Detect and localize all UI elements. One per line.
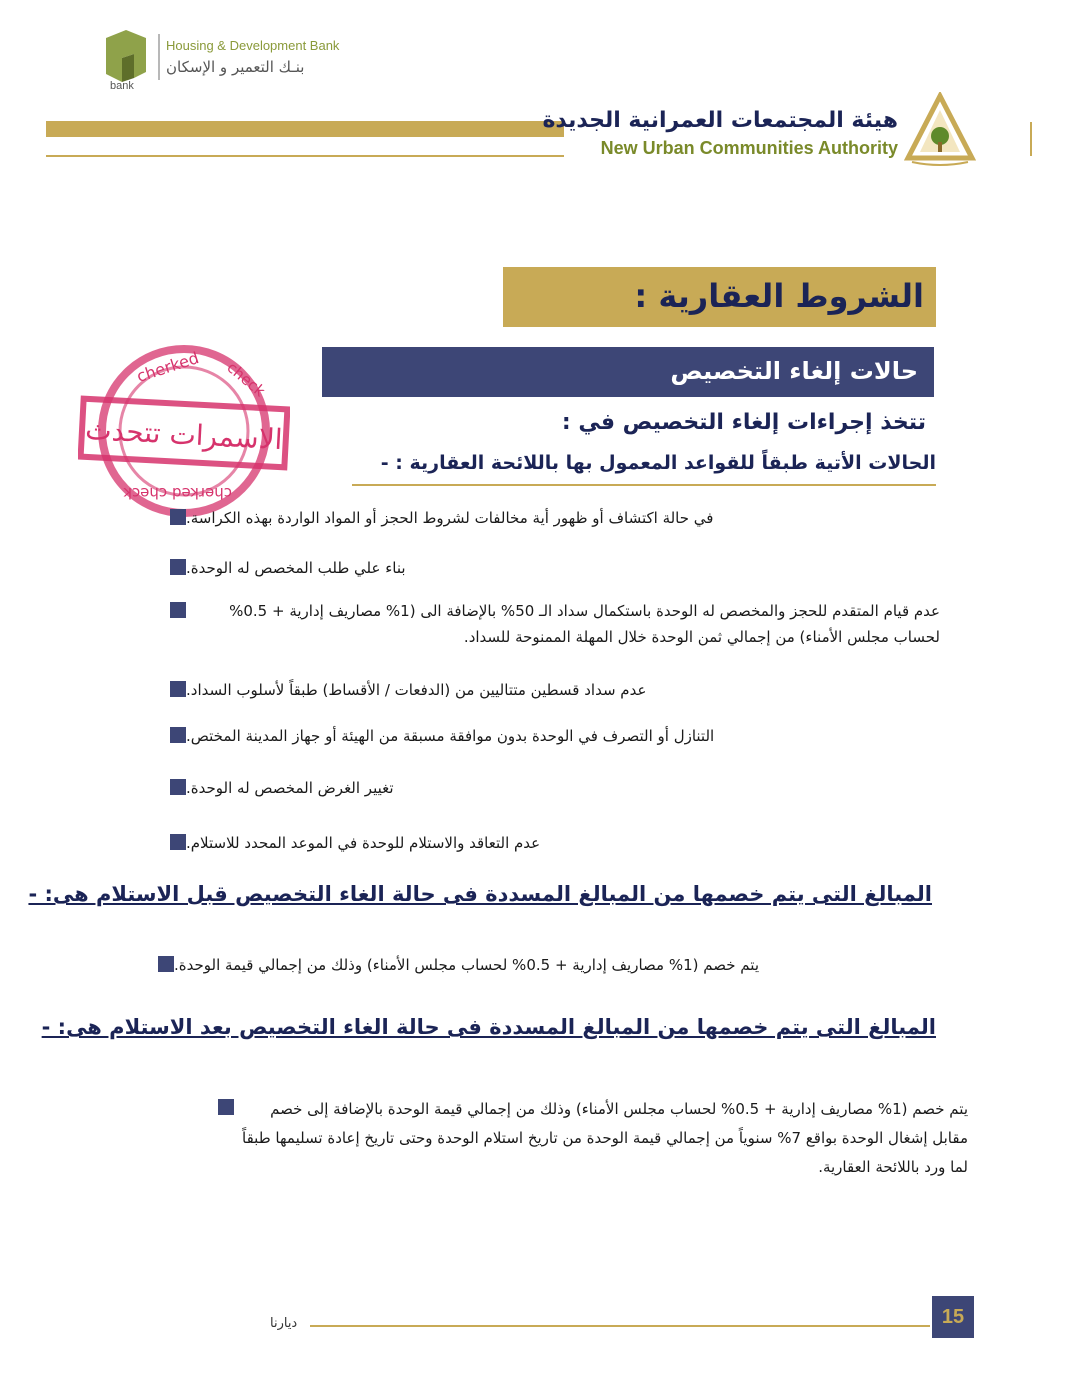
footer-brand: ديارنا: [270, 1316, 298, 1331]
bank-tag: bank: [110, 80, 134, 92]
before-handover-text: يتم خصم (1% مصاريف إدارية + 0.5% لحساب مجلس الأمناء) وذلك من إجمالي قيمة الوحدة.: [174, 956, 759, 974]
bullet-square-icon: [218, 1099, 234, 1115]
intro-line-1: تتخذ إجراءات إلغاء التخصيص في :: [561, 410, 926, 435]
case-text: بناء علي طلب المخصص له الوحدة.: [186, 559, 406, 577]
case-text: عدم قيام المتقدم للحجز والمخصص له الوحدة باستكمال سداد الـ 50% بالإضافة الى (1% مصاريف إدارية + 0.5% لحساب مجلس الأمناء) من إجمالي ثمن الوحدة خلال المهلة الممنوحة للسداد.: [229, 602, 940, 646]
bank-logo: [100, 28, 360, 92]
case-item: [160, 505, 940, 531]
nuca-logo-icon: [904, 92, 976, 168]
section-title: حالات إلغاء التخصيص: [670, 357, 918, 385]
bank-name-en: Housing & Development Bank: [166, 38, 340, 53]
approval-stamp: [78, 336, 290, 526]
after-handover-heading: المبالغ التى يتم خصمها من المبالغ المسددة فى حالة الغاء التخصيص بعد الاستلام هى: -: [41, 1015, 936, 1039]
page-number: 15: [932, 1296, 974, 1338]
section-title-banner: [322, 347, 934, 397]
bullet-square-icon: [170, 602, 186, 618]
case-text: التنازل أو التصرف في الوحدة بدون موافقة مسبقة من الهيئة أو جهاز المدينة المختص.: [186, 727, 715, 745]
edge-mark: [1030, 122, 1032, 156]
stamp-ring-top: cherked: [134, 348, 202, 386]
case-item: [160, 677, 940, 703]
authority-name-ar: هيئة المجتمعات العمرانية الجديدة: [542, 108, 898, 133]
stamp-text: الاسمرات تتحدث: [84, 412, 284, 457]
bullet-square-icon: [170, 559, 186, 575]
bullet-square-icon: [170, 779, 186, 795]
before-handover-item: [148, 952, 968, 978]
footer-line: [310, 1325, 930, 1327]
intro-line-2: الحالات الأتية طبقاً للقواعد المعمول بها باللائحة العقارية : -: [380, 452, 936, 474]
bank-name-ar: بنـك التعمير و الإسكان: [166, 58, 305, 76]
bullet-square-icon: [170, 727, 186, 743]
header-gold-bar: [46, 121, 564, 137]
page-title-banner: [503, 267, 936, 327]
case-item: [160, 598, 940, 650]
case-item: [160, 775, 940, 801]
stamp-ring-right: check: [223, 358, 269, 401]
hdb-logo-icon: [100, 28, 152, 86]
case-item: [160, 830, 940, 856]
bullet-square-icon: [158, 956, 174, 972]
bullet-square-icon: [170, 834, 186, 850]
case-text: عدم سداد قسطين متتاليين من (الدفعات / الأقساط) طبقاً لأسلوب السداد.: [186, 681, 647, 699]
page-title: الشروط العقارية :: [634, 277, 924, 315]
bullet-square-icon: [170, 509, 186, 525]
header-gold-line: [46, 155, 564, 157]
authority-name-en: New Urban Communities Authority: [600, 138, 898, 158]
after-handover-text: يتم خصم (1% مصاريف إدارية + 0.5% لحساب مجلس الأمناء) وذلك من إجمالي قيمة الوحدة بالإضافة إلى خصم مقابل إشغال الوحدة بواقع 7% سنوياً من إجمالي قيمة الوحدة من تاريخ استلام الوحدة وحتى تاريخ إعادة تسليمها طبقاً لما ورد باللائحة العقارية.: [242, 1100, 968, 1176]
case-item: [160, 723, 940, 749]
intro-underline: [352, 484, 936, 486]
case-text: عدم التعاقد والاستلام للوحدة في الموعد المحدد للاستلام.: [186, 834, 541, 852]
logo-separator: [158, 34, 160, 80]
case-text: تغيير الغرض المخصص له الوحدة.: [186, 779, 394, 797]
case-item: [160, 555, 940, 581]
stamp-ring-bottom: cherked check: [123, 484, 232, 502]
before-handover-heading: المبالغ التى يتم خصمها من المبالغ المسددة فى حالة الغاء التخصيص قبل الاستلام هى: -: [28, 882, 932, 906]
bullet-square-icon: [170, 681, 186, 697]
case-text: في حالة اكتشاف أو ظهور أية مخالفات لشروط الحجز أو المواد الواردة بهذه الكراسة.: [186, 509, 714, 527]
after-handover-item: [208, 1095, 968, 1182]
